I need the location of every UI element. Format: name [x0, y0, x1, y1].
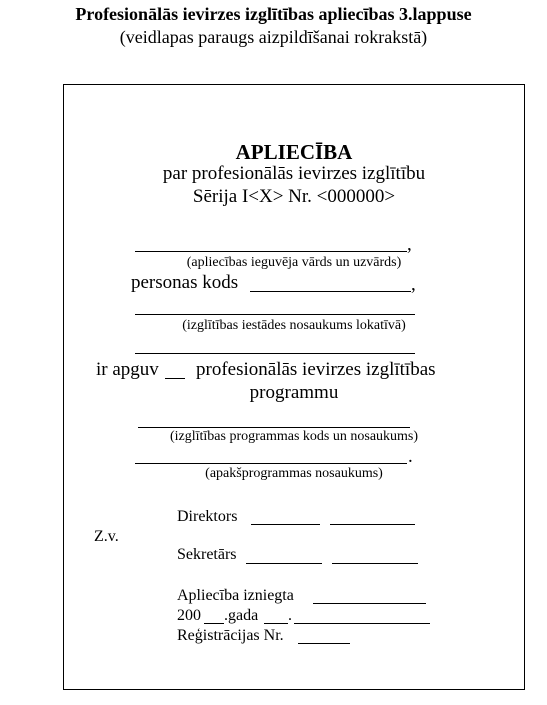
programme-word: programmu [249, 382, 339, 403]
completed-rest: profesionālās ievirzes izglītības [196, 359, 436, 380]
registration-line [298, 643, 350, 644]
subprogramme-period: . [408, 446, 413, 467]
recipient-name-caption: (apliecības ieguvēja vārds un uzvārds) [186, 255, 402, 270]
institution-line [135, 314, 415, 315]
secretary-name-line [332, 563, 418, 564]
date-year-line [204, 623, 224, 624]
personal-code-comma: , [411, 274, 416, 295]
date-gada: .gada [224, 607, 259, 624]
name-comma: , [407, 234, 412, 255]
date-month-line [294, 623, 430, 624]
date-day-line [264, 623, 288, 624]
completed-prefix: ir apguv [96, 359, 159, 380]
certificate-title: APLIECĪBA [235, 140, 353, 164]
date-year-prefix: 200 [177, 607, 201, 624]
institution-line-2 [135, 353, 415, 354]
director-signature-line [251, 524, 320, 525]
recipient-name-line [135, 251, 407, 252]
date-dot: . [288, 607, 292, 624]
director-label: Direktors [177, 508, 238, 525]
director-name-line [330, 524, 415, 525]
page-subtitle: (veidlapas paraugs aizpildīšanai rokrakstā) [119, 27, 428, 47]
subprogramme-line [135, 463, 407, 464]
subprogramme-caption: (apakšprogrammas nosaukums) [205, 466, 383, 481]
secretary-label: Sekretārs [177, 546, 237, 563]
gender-ending-line [165, 378, 185, 379]
series-number-line: Sērija I<X> Nr. <000000> [192, 186, 396, 207]
personal-code-label: personas kods [131, 272, 239, 293]
programme-caption: (izglītības programmas kods un nosaukums) [169, 429, 419, 444]
secretary-signature-line [246, 563, 322, 564]
personal-code-line [250, 291, 411, 292]
page-title: Profesionālās ievirzes izglītības apliecības 3.lappuse [75, 4, 472, 24]
registration-label: Reģistrācijas Nr. [177, 627, 284, 644]
certificate-subtitle: par profesionālās ievirzes izglītību [162, 163, 426, 184]
issued-line [313, 603, 426, 604]
institution-caption: (izglītības iestādes nosaukums lokatīvā) [182, 318, 406, 333]
programme-line [138, 427, 410, 428]
issued-label: Apliecība izniegta [177, 587, 294, 604]
stamp-label: Z.v. [94, 528, 119, 545]
